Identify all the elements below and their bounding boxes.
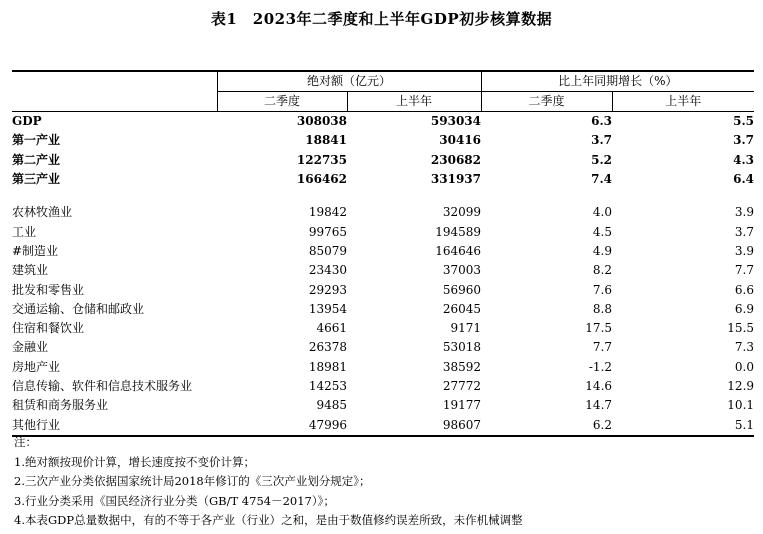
- table-row: [12, 151, 754, 170]
- q2-absolute-cell: 13954: [308, 301, 347, 316]
- q2-growth-cell: 4.0: [592, 205, 613, 220]
- gdp-table: [12, 70, 754, 437]
- header-q2-abs: 二季度: [217, 92, 347, 112]
- h1-growth-cell: 7.3: [734, 340, 755, 355]
- row-label: 住宿和餐饮业: [12, 321, 85, 336]
- row-label: 建筑业: [12, 263, 49, 278]
- row-label: 信息传输、软件和信息技术服务业: [12, 379, 193, 393]
- row-label: #制造业: [12, 243, 59, 258]
- q2-absolute-cell: 47996: [217, 415, 347, 435]
- q2-absolute-cell: 166462: [296, 172, 347, 187]
- h1-absolute-cell: 230682: [430, 152, 482, 167]
- table-row: [12, 358, 754, 377]
- h1-absolute-cell: 164646: [435, 243, 482, 258]
- row-label: GDP: [12, 114, 42, 129]
- h1-absolute-cell: 38592: [442, 359, 482, 374]
- note-line: 3.行业分类采用《国民经济行业分类（GB/T 4754－2017）》；: [14, 493, 335, 508]
- h1-growth-cell: 3.9: [734, 205, 755, 220]
- row-label: 第一产业: [12, 133, 61, 148]
- h1-growth-cell: 12.9: [727, 379, 755, 393]
- q2-absolute-cell: 18841: [305, 133, 347, 148]
- q2-growth-cell: 3.7: [591, 133, 613, 148]
- row-label: 批发和零售业: [12, 282, 85, 297]
- h1-growth-cell: 0.0: [734, 359, 755, 374]
- q2-growth-cell: 7.6: [592, 282, 613, 297]
- h1-growth-cell: 7.7: [734, 263, 755, 278]
- h1-absolute-cell: 9171: [450, 321, 482, 336]
- q2-absolute-cell: 308038: [296, 114, 347, 129]
- h1-absolute-cell: 37003: [442, 263, 482, 278]
- h1-growth-cell: 5.1: [612, 415, 754, 435]
- table-row: [12, 377, 754, 396]
- note-line: 注：: [14, 435, 37, 449]
- header-h1-growth: 上半年: [612, 92, 754, 112]
- header-q2-growth: 二季度: [481, 92, 612, 112]
- table-row: [12, 242, 754, 261]
- q2-absolute-cell: 99765: [308, 224, 347, 239]
- row-label: 第三产业: [12, 172, 61, 187]
- h1-absolute-cell: 56960: [442, 282, 482, 297]
- q2-growth-cell: 14.7: [585, 398, 613, 413]
- table-row: [12, 319, 754, 338]
- row-label: 工业: [12, 224, 37, 239]
- note-line: 2.三次产业分类依据国家统计局2018年修订的《三次产业划分规定》；: [14, 474, 371, 488]
- q2-absolute-cell: 29293: [308, 282, 347, 297]
- q2-absolute-cell: 23430: [308, 263, 347, 278]
- q2-absolute-cell: 122735: [296, 152, 347, 167]
- h1-absolute-cell: 98607: [347, 415, 481, 435]
- table-notes: [14, 433, 523, 531]
- q2-growth-cell: 17.5: [585, 321, 613, 336]
- note-line: 1.绝对额按现价计算，增长速度按不变价计算；: [14, 454, 255, 469]
- q2-growth-cell: 6.3: [591, 114, 613, 129]
- note-line: 4.本表GDP总量数据中，有的不等于各产业（行业）之和，是由于数值修约误差所致，未作机械调整: [14, 513, 523, 527]
- table-title: 表1 2023年二季度和上半年GDP初步核算数据: [210, 10, 553, 28]
- q2-growth-cell: 6.2: [481, 415, 612, 435]
- header-absolute-value: 绝对额（亿元）: [217, 71, 481, 92]
- h1-growth-cell: 3.7: [734, 224, 755, 239]
- row-label: 金融业: [12, 340, 49, 355]
- q2-growth-cell: 5.2: [591, 152, 613, 167]
- q2-absolute-cell: 26378: [308, 340, 347, 355]
- q2-absolute-cell: 19842: [308, 205, 347, 220]
- q2-absolute-cell: 18981: [308, 359, 347, 374]
- table-row: [12, 222, 754, 241]
- h1-growth-cell: 3.7: [733, 133, 755, 148]
- h1-absolute-cell: 53018: [442, 340, 482, 355]
- header-growth-rate: 比上年同期增长（%）: [481, 71, 754, 92]
- table-row: [12, 300, 754, 319]
- q2-growth-cell: 8.8: [592, 301, 613, 316]
- h1-growth-cell: 6.6: [734, 282, 755, 297]
- h1-absolute-cell: 19177: [442, 398, 482, 413]
- table-row: [12, 338, 754, 357]
- table-row: [12, 131, 754, 150]
- q2-absolute-cell: 14253: [308, 379, 347, 393]
- row-label: 第二产业: [12, 152, 61, 167]
- header-row-group: [12, 71, 754, 92]
- h1-growth-cell: 3.9: [734, 243, 755, 258]
- h1-growth-cell: 5.5: [733, 114, 755, 129]
- table-row: [12, 280, 754, 299]
- q2-growth-cell: 8.2: [592, 263, 613, 278]
- row-label: 交通运输、仓储和邮政业: [12, 301, 145, 316]
- q2-growth-cell: 4.9: [592, 243, 613, 258]
- header-h1-abs: 上半年: [347, 92, 481, 112]
- q2-growth-cell: 14.6: [585, 379, 613, 393]
- table-row: [12, 112, 754, 132]
- q2-growth-cell: 4.5: [592, 224, 613, 239]
- header-row-sub: [12, 92, 754, 112]
- q2-growth-cell: -1.2: [588, 359, 613, 374]
- h1-growth-cell: 15.5: [727, 321, 755, 336]
- row-label: 租赁和商务服务业: [12, 398, 109, 413]
- q2-growth-cell: 7.7: [592, 340, 613, 355]
- h1-growth-cell: 6.9: [734, 301, 755, 316]
- q2-absolute-cell: 9485: [316, 398, 347, 413]
- table-row: [12, 203, 754, 222]
- row-label: 房地产业: [12, 359, 61, 374]
- table-row: [12, 261, 754, 280]
- h1-absolute-cell: 26045: [442, 301, 482, 316]
- h1-absolute-cell: 194589: [435, 224, 482, 239]
- row-label: 农林牧渔业: [12, 205, 73, 220]
- table-row: [12, 170, 754, 189]
- h1-growth-cell: 10.1: [727, 398, 755, 413]
- q2-absolute-cell: 4661: [316, 321, 347, 336]
- h1-absolute-cell: 30416: [439, 133, 482, 148]
- h1-absolute-cell: 27772: [442, 379, 482, 393]
- h1-absolute-cell: 32099: [442, 205, 482, 220]
- table-row: [12, 396, 754, 415]
- q2-growth-cell: 7.4: [591, 172, 613, 187]
- spacer-row: [12, 189, 754, 203]
- q2-absolute-cell: 85079: [308, 243, 347, 258]
- row-label: 其他行业: [12, 415, 217, 435]
- h1-growth-cell: 6.4: [733, 172, 755, 187]
- h1-absolute-cell: 331937: [430, 172, 482, 187]
- h1-growth-cell: 4.3: [733, 152, 755, 167]
- h1-absolute-cell: 593034: [430, 114, 482, 129]
